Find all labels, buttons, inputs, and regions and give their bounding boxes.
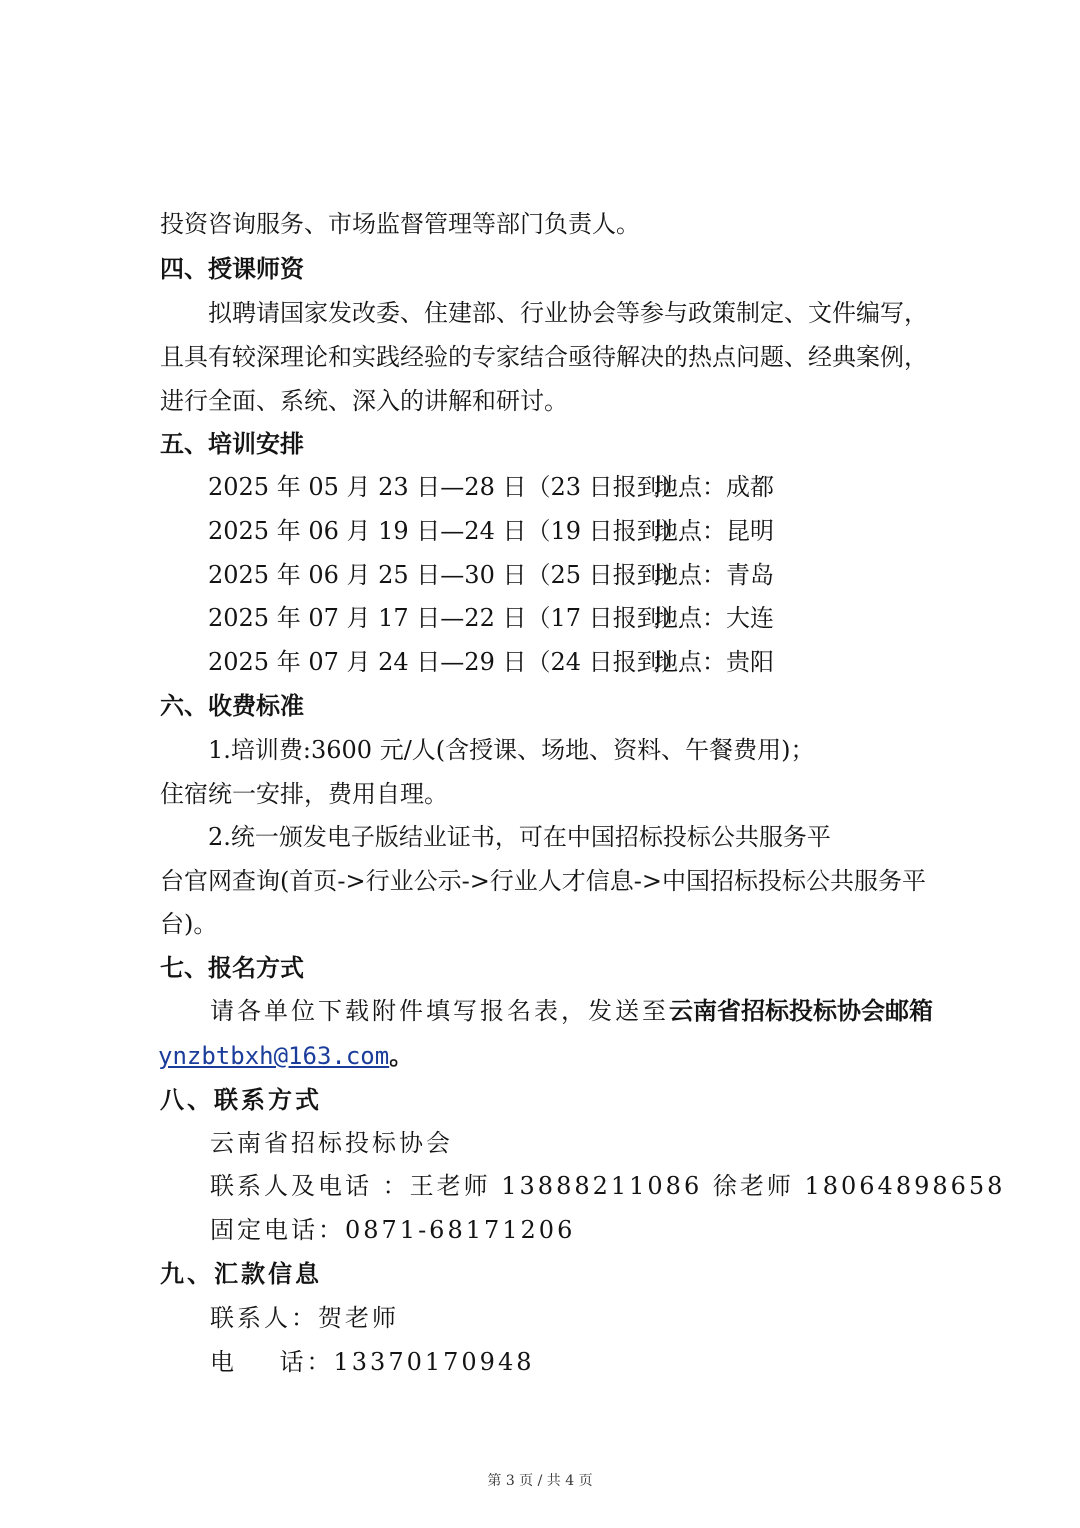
schedule-date: 2025 年 07 月 24 日—29 日（24 日报到） — [208, 648, 685, 676]
schedule-row — [208, 558, 774, 592]
schedule-date: 2025 年 07 月 17 日—22 日（17 日报到） — [208, 604, 685, 632]
schedule-row — [208, 514, 774, 548]
remit-phone-label: 电 话： — [210, 1348, 334, 1376]
schedule-row — [208, 645, 774, 679]
contact-org: 云南省招标投标协会 — [210, 1129, 453, 1157]
schedule-place: 地点：昆明 — [654, 517, 774, 545]
section-4-title: 四、授课师资 — [160, 255, 304, 283]
section-4-line-3: 进行全面、系统、深入的讲解和研讨。 — [160, 387, 568, 415]
section-4-line-2: 且具有较深理论和实践经验的专家结合亟待解决的热点问题、经典案例， — [160, 343, 928, 371]
section-5-title: 五、培训安排 — [160, 430, 304, 458]
fee-line-5: 台)。 — [160, 910, 218, 938]
email-link[interactable]: ynzbtbxh@163.com — [158, 1042, 390, 1070]
schedule-place: 地点：贵阳 — [654, 648, 774, 676]
schedule-row — [208, 470, 774, 504]
section-4-line-1: 拟聘请国家发改委、住建部、行业协会等参与政策制定、文件编写， — [208, 299, 928, 327]
fee-line-4: 台官网查询(首页->行业公示->行业人才信息->中国招标投标公共服务平 — [160, 867, 927, 895]
section-9-title: 九、汇款信息 — [160, 1260, 322, 1288]
contact-persons: 联系人及电话 ：王老师 13888211086 徐老师 18064898658 — [210, 1172, 1006, 1200]
remit-phone-line — [210, 1345, 534, 1379]
fee-line-2: 住宿统一安排，费用自理。 — [160, 780, 448, 808]
schedule-row — [208, 601, 774, 635]
contact-landline: 固定电话：0871-68171206 — [210, 1216, 576, 1244]
association-email-label: 云南省招标投标协会邮箱 — [669, 997, 933, 1025]
schedule-date: 2025 年 06 月 25 日—30 日（25 日报到） — [208, 561, 685, 589]
fee-line-3: 2.统一颁发电子版结业证书，可在中国招标投标公共服务平 — [208, 823, 831, 851]
page-footer: 第 3 页 / 共 4 页 — [487, 1473, 593, 1489]
section-6-title: 六、收费标准 — [160, 692, 304, 720]
email-suffix: 。 — [389, 1042, 414, 1070]
schedule-date: 2025 年 05 月 23 日—28 日（23 日报到） — [208, 473, 685, 501]
remit-phone: 13370170948 — [333, 1348, 535, 1376]
section-8-title: 八、联系方式 — [160, 1086, 322, 1114]
schedule-place: 地点：青岛 — [654, 561, 774, 589]
schedule-place: 地点：大连 — [654, 604, 774, 632]
intro-line: 投资咨询服务、市场监督管理等部门负责人。 — [160, 210, 640, 238]
registration-line — [210, 994, 933, 1028]
schedule-date: 2025 年 06 月 19 日—24 日（19 日报到） — [208, 517, 685, 545]
schedule-place: 地点：成都 — [654, 473, 774, 501]
fee-line-1: 1.培训费:3600 元/人(含授课、场地、资料、午餐费用)； — [208, 736, 815, 764]
section-7-title: 七、报名方式 — [160, 954, 304, 982]
remit-contact: 联系人：贺老师 — [210, 1304, 399, 1332]
registration-text: 请各单位下载附件填写报名表，发送至 — [210, 997, 669, 1025]
email-line — [158, 1039, 413, 1073]
